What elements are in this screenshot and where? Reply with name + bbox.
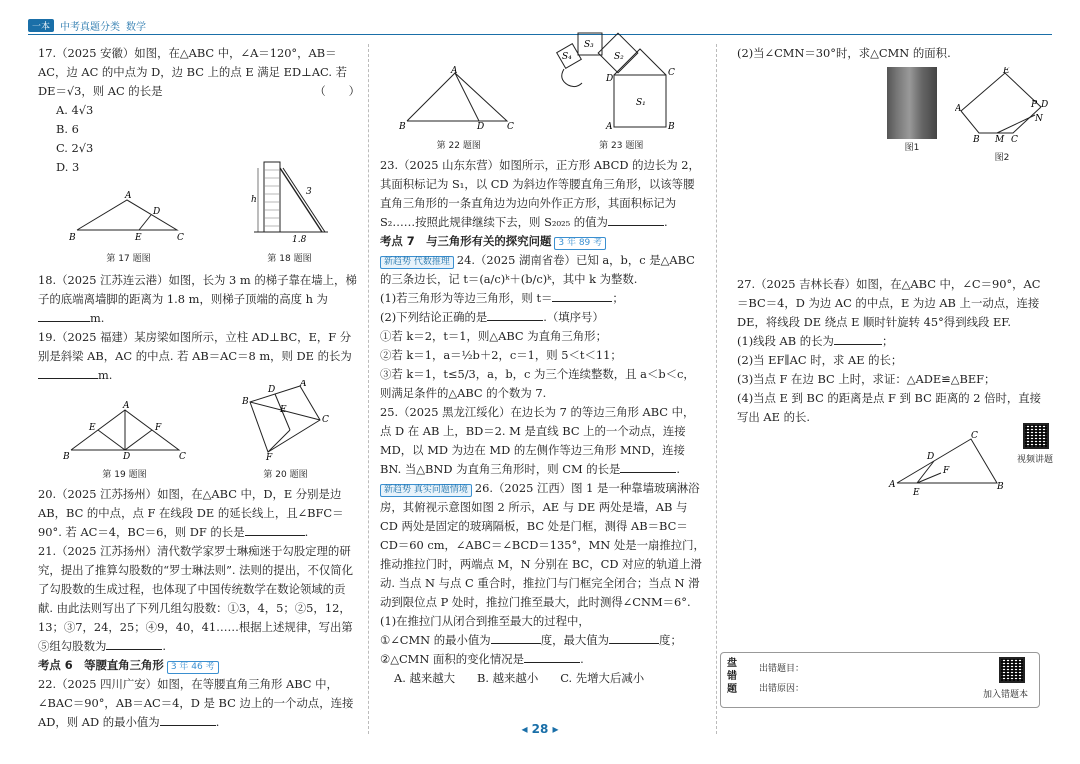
answer-blank — [487, 308, 543, 321]
exam-count-badge: 3 年 89 考 — [554, 237, 606, 250]
question-27-part-4: (4)当点 E 到 BC 的距离是点 F 到 BC 距离的 2 倍时，直接写出 AE 的长. — [737, 391, 1042, 424]
section-7-heading: 考点 7 与三角形有关的探究问题 3 年 89 考 — [380, 232, 705, 251]
figure-18 — [250, 158, 330, 269]
label-d: D — [476, 122, 484, 131]
option-c: C. 先增大后减小 — [560, 671, 645, 685]
spacer — [737, 163, 1042, 275]
label-e: E — [913, 488, 920, 498]
answer-blank — [38, 366, 98, 379]
option-a: A. 4√3 — [56, 103, 94, 117]
column-divider — [716, 44, 717, 734]
figures-26 — [737, 67, 1049, 163]
label-h: h — [250, 195, 257, 205]
figure-17-diagram — [69, 188, 189, 244]
label-n: N — [1035, 114, 1043, 124]
mistake-box-label: 盘错题 — [727, 658, 737, 695]
question-26-options — [380, 669, 705, 688]
subject-title: 数学 — [126, 21, 147, 33]
figures-17-18 — [38, 173, 360, 269]
question-23: 23.（2025 山东东营）如图所示，正方形 ABCD 的边长为 2，其面积标记为 S₁，以 CD 为斜边作等腰直角三角形，以该等腰直角三角形的一条直角边为边向外作正方形，其面积标记为 S₂……按照此规律继续下去，则 S₂₀₂₅ 的值为 . — [380, 158, 700, 229]
section-6-heading: 考点 6 等腰直角三角形 3 年 46 考 — [38, 656, 360, 675]
label-c: C — [506, 122, 514, 131]
label-e: E — [279, 405, 287, 415]
label-f: F — [154, 423, 161, 433]
mistake-reason-field: 出错原因： — [759, 684, 805, 694]
add-to-mistake-book[interactable]: 加入错题本 — [983, 690, 1029, 700]
label-b: B — [973, 135, 980, 143]
label-s3: S₃ — [584, 40, 595, 50]
label-c: C — [178, 452, 186, 460]
question-27-part-1: (1)线段 AB 的长为 ； — [737, 334, 894, 348]
figure-19 — [63, 400, 187, 485]
question-24: 新趋势 代数推理 24.（2025 湖南省卷）已知 a，b，c 是△ABC 的三条边长，记 t＝(a/c)ᵏ＋(b/c)ᵏ，其中 k 为整数. — [380, 253, 695, 286]
figure-20-caption: 第 20 题图 — [263, 470, 308, 480]
question-26-part-1: (1)在推拉门从闭合到推至最大的过程中， — [380, 614, 590, 628]
label-c: C — [321, 415, 329, 425]
figure-27-diagram — [887, 429, 1007, 499]
question-26-part-1-1: ①∠CMN 的最小值为 度，最大值为 度； — [380, 633, 682, 647]
figure-18-caption: 第 18 题图 — [267, 254, 312, 264]
label-f: F — [943, 466, 950, 476]
statement-3: ③若 k＝1，t≤5/3，a，b，c 为三个连续整数，且 a＜b＜c，则满足条件的△ABC 的个数为 7. — [380, 367, 695, 400]
figure-20 — [236, 380, 336, 485]
label-e: E — [134, 233, 142, 243]
figure-22-diagram — [399, 65, 519, 131]
figure-26-svg — [955, 67, 1049, 143]
figure-23-caption: 第 23 题图 — [599, 141, 644, 151]
question-26: 新趋势 真实问题情境 26.（2025 江西）图 1 是一种靠墙玻璃淋浴房，其俯视示意图如图 2 所示，AE 与 DE 两处是墙，AB 与 CD 两处是固定的玻璃隔板，BC 处是门框，测得 AB＝BC＝CD＝60 cm，∠ABC＝∠BCD＝135°，MN 处是一扇推拉门，推动推拉门时，两端点 M，N 分别在 BC，CD 对应的轨道上滑动. 当点 N 与点 C 重合时，推拉门与门框完全闭合；当点 N 滑动到限位点 P 处时，推拉门推至最大，此时测得∠CNM＝6°. — [380, 481, 705, 609]
answer-blank — [608, 213, 664, 226]
figure-18-diagram — [250, 158, 330, 244]
question-27-part-2: (2)当 EF∥AC 时，求 AE 的长； — [737, 353, 903, 367]
label-a: A — [124, 191, 131, 201]
trend-tag: 新趋势 真实问题情境 — [380, 484, 472, 497]
page-number: ◂ 28 ▸ — [521, 722, 559, 736]
option-b: B. 越来越小 — [477, 671, 539, 685]
answer-blank — [106, 637, 162, 650]
label-a: A — [955, 104, 962, 114]
label-b: B — [668, 122, 675, 131]
series-title: 中考真题分类 — [60, 21, 121, 33]
trend-tag: 新趋势 代数推理 — [380, 256, 454, 269]
question-27: 27.（2025 吉林长春）如图，在△ABC 中，∠C＝90°，AC＝BC＝4，D 为边 AC 的中点，E 为边 AB 上一动点，连接 DE，将线段 DE 绕点 E 顺时针旋转 45°得到线段 EF. — [737, 277, 1041, 329]
label-p: P — [1031, 100, 1038, 110]
label-d: D — [1041, 100, 1049, 110]
figures-22-23 — [380, 40, 705, 156]
figure-26-photo — [887, 67, 937, 158]
label-b: B — [62, 452, 70, 460]
label-e: E — [1003, 67, 1010, 76]
column-left — [38, 44, 360, 732]
figure-26-caption-1: 图1 — [904, 143, 920, 153]
question-22: 22.（2025 四川广安）如图，在等腰直角三角形 ABC 中，∠BAC＝90°，AB＝AC＝4，D 是 BC 边上的一个动点，连接 AD，则 AD 的最小值为 . — [38, 677, 354, 729]
figure-26-caption-2: 图2 — [994, 153, 1010, 163]
figure-19-caption: 第 19 题图 — [102, 470, 147, 480]
mistake-question-field: 出错题目： — [759, 664, 805, 674]
answer-blank — [834, 332, 882, 345]
question-18: 18.（2025 江苏连云港）如图，长为 3 m 的梯子靠在墙上，梯子的底端离墙脚的距离为 1.8 m，则梯子顶端的高度 h 为m. — [38, 273, 357, 325]
label-b: B — [398, 122, 406, 131]
question-17: 17.（2025 安徽）如图，在△ABC 中，∠A＝120°，AB＝AC，边 AC 的中点为 D，边 BC 上的点 E 满足 ED⊥AC. 若 DE＝√3，则 AC 的长是 （ ） — [38, 46, 360, 98]
label-b: B — [68, 233, 76, 243]
mistake-review-box — [720, 652, 1040, 708]
question-21: 21.（2025 江苏扬州）清代数学家罗士琳痴迷于勾股定理的研究，提出了推算勾股数的“罗士琳法则”. 法则的提出，不仅简化了勾股数的生成过程，也体现了中国传统数学在数论领域的贡献. 由此法则写出了下列几组勾股数：①3，4，5；②5，12，13；③7，24，25；④9，40，41……根据上述规律，写出第⑤组勾股数为 . — [38, 544, 354, 653]
label-e: E — [88, 423, 96, 433]
figures-19-20 — [38, 380, 360, 485]
label-b: B — [997, 482, 1004, 492]
statement-1: ①若 k＝2，t＝1，则△ABC 为直角三角形； — [380, 329, 607, 343]
label-c: C — [1011, 135, 1018, 143]
header-divider — [28, 34, 1052, 35]
figure-22-caption: 第 22 题图 — [436, 141, 481, 151]
label-f: F — [265, 453, 272, 460]
answer-blank — [524, 650, 580, 663]
label-a: A — [299, 380, 306, 389]
label-c: C — [176, 233, 184, 243]
label-c: C — [971, 431, 978, 441]
question-25: 25.（2025 黑龙江绥化）在边长为 7 的等边三角形 ABC 中，点 D 在 AB 上，BD＝2. M 是直线 BC 上的一个动点，连接 MD，以 MD 为边在 MD 的左侧作等边三角形 MND，连接 BN. 当△BND 为直角三角形时，则 CM 的长是 . — [380, 405, 695, 476]
answer-blank — [620, 460, 676, 473]
column-divider — [368, 44, 369, 734]
answer-blank — [552, 289, 612, 302]
column-right — [737, 44, 1053, 503]
label-s2: S₂ — [614, 52, 625, 62]
question-24-part-2: (2)下列结论正确的是 .（填序号） — [380, 310, 604, 324]
mistake-qr-code[interactable] — [999, 657, 1025, 683]
question-24-part-1: (1)若三角形为等边三角形，则 t＝ ； — [380, 291, 624, 305]
question-20: 20.（2025 江苏扬州）如图，在△ABC 中，D，E 分别是边 AB，BC 的中点，点 F 在线段 DE 的延长线上，且∠BFC＝90°. 若 AC＝4，BC＝6，则 DF 的长是 . — [38, 487, 344, 539]
brand-tag: 一本 — [28, 19, 54, 32]
label-a: A — [606, 122, 613, 131]
figure-17 — [69, 188, 189, 269]
video-label: 视频讲题 — [1016, 455, 1053, 465]
option-a: A. 越来越大 — [394, 671, 456, 685]
option-b: B. 6 — [56, 122, 79, 136]
option-c: C. 2√3 — [56, 141, 94, 155]
figure-20-diagram — [236, 380, 336, 460]
answer-blank — [245, 523, 305, 536]
statement-2: ②若 k＝1，a＝½b＋2，c＝1，则 5＜t＜11； — [380, 348, 622, 362]
figure-23-diagram — [556, 31, 686, 131]
question-26-part-2: (2)当∠CMN＝30°时，求△CMN 的面积. — [737, 46, 951, 60]
label-d: D — [927, 452, 935, 462]
label-a: A — [122, 401, 129, 411]
question-27-part-3: (3)当点 F 在边 BC 上时，求证：△ADE≌△BEF； — [737, 372, 996, 386]
label-length: 3 — [305, 187, 312, 197]
label-m: M — [995, 135, 1005, 143]
answer-blank — [609, 631, 659, 644]
figure-27 — [737, 427, 1053, 503]
shower-photo — [887, 67, 937, 139]
question-19: 19.（2025 福建）某房梁如图所示，立柱 AD⊥BC，E，F 分别是斜梁 AB，AC 的中点. 若 AB＝AC＝8 m，则 DE 的长为m. — [38, 330, 352, 382]
video-qr-code[interactable] — [1023, 423, 1049, 449]
figure-17-caption: 第 17 题图 — [106, 254, 151, 264]
figure-23 — [556, 31, 686, 156]
label-base: 1.8 — [291, 235, 306, 244]
label-s1: S₁ — [636, 98, 647, 108]
column-middle — [380, 40, 705, 688]
answer-blank — [491, 631, 541, 644]
question-26-part-1-2: ②△CMN 面积的变化情况是 . — [380, 652, 584, 666]
label-s4: S₄ — [562, 52, 573, 62]
label-a: A — [889, 480, 896, 490]
figure-19-diagram — [63, 400, 187, 460]
figure-26-diagram — [955, 67, 1049, 168]
label-c: C — [668, 68, 676, 78]
label-d: D — [122, 452, 130, 460]
answer-blank — [38, 309, 90, 322]
label-b: B — [241, 397, 249, 407]
option-d: D. 3 — [56, 160, 80, 174]
label-d: D — [152, 207, 160, 217]
label-a: A — [450, 66, 458, 76]
figure-22 — [399, 65, 519, 156]
page-header — [28, 18, 146, 32]
label-d: D — [267, 385, 275, 395]
exam-count-badge: 3 年 46 考 — [167, 661, 219, 674]
label-d: D — [606, 74, 614, 84]
